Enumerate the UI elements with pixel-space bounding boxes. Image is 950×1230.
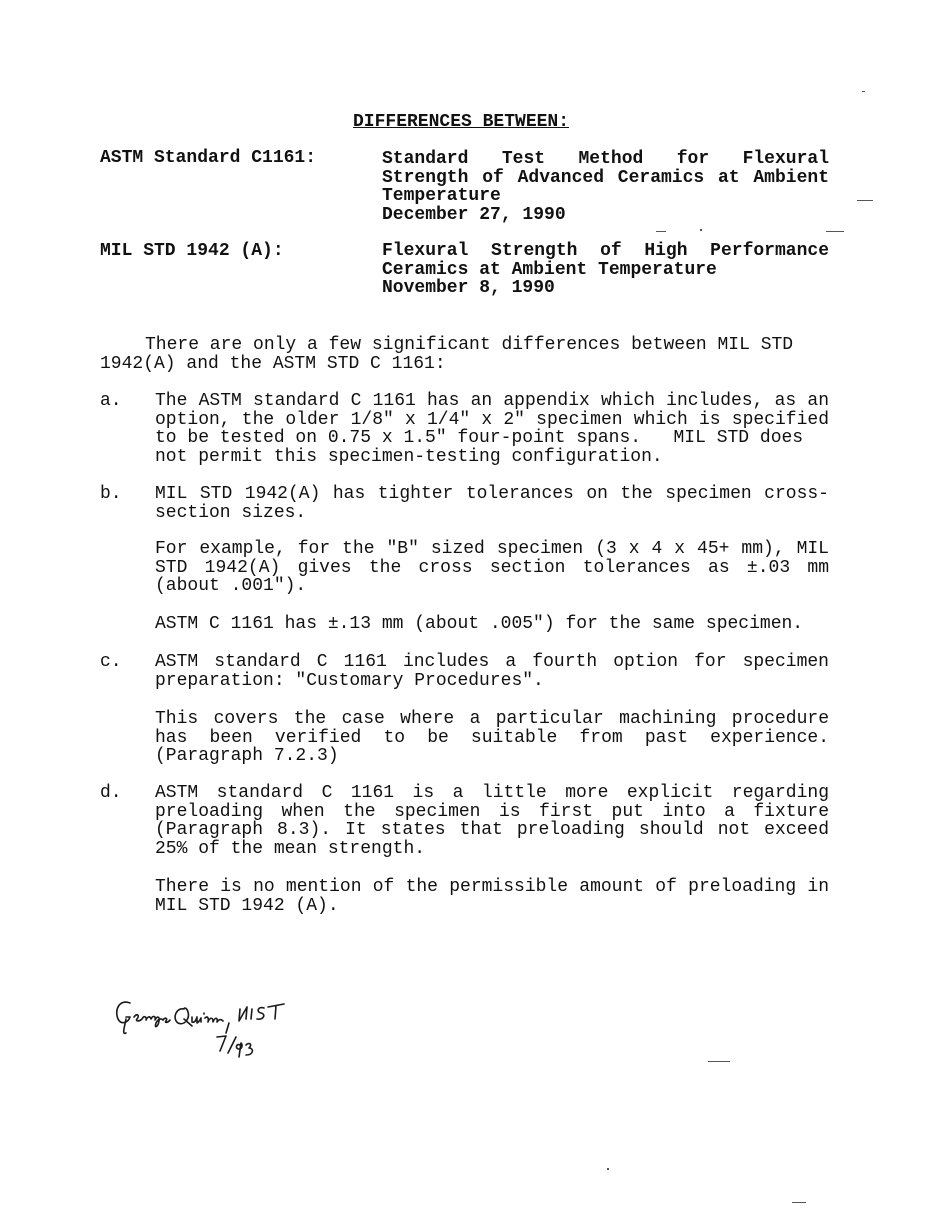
document-title: DIFFERENCES BETWEEN: bbox=[353, 112, 570, 132]
paragraph-line: section sizes. bbox=[155, 502, 307, 523]
item-marker-b: b. bbox=[100, 484, 122, 504]
item-c-paragraph-1 bbox=[155, 653, 829, 690]
paragraph-line: preparation: "Customary Procedures". bbox=[155, 670, 544, 691]
scan-speck bbox=[708, 1061, 730, 1062]
paragraph-line: to be tested on 0.75 x 1.5" four-point spans. MIL STD does bbox=[155, 428, 804, 448]
description-line: Strength of Advanced Ceramics at Ambient bbox=[382, 167, 829, 188]
paragraph-line: not permit this specimen-testing configuration. bbox=[155, 446, 663, 467]
description-date: December 27, 1990 bbox=[382, 204, 566, 225]
description-date: November 8, 1990 bbox=[382, 278, 555, 298]
item-d-paragraph-2 bbox=[155, 878, 829, 915]
paragraph-line: MIL STD 1942(A) has tighter tolerances on the specimen cross- bbox=[155, 484, 829, 504]
paragraph-line: There is no mention of the permissible amount of preloading in bbox=[155, 877, 829, 897]
scan-speck bbox=[700, 229, 702, 231]
paragraph-line: STD 1942(A) gives the cross section tolerances as ±.03 mm bbox=[155, 557, 829, 578]
paragraph-line: (about .001"). bbox=[155, 576, 307, 596]
scan-speck bbox=[792, 1202, 806, 1203]
scan-speck bbox=[862, 91, 865, 92]
paragraph-line: 25% of the mean strength. bbox=[155, 838, 426, 859]
standard-label-mil: MIL STD 1942 (A): bbox=[100, 241, 284, 261]
paragraph-line: has been verified to be suitable from past experience. bbox=[155, 727, 829, 748]
paragraph-line: For example, for the "B" sized specimen (3 x 4 x 45+ mm), MIL bbox=[155, 539, 829, 559]
paragraph-line: MIL STD 1942 (A). bbox=[155, 895, 339, 916]
scan-speck bbox=[656, 231, 666, 232]
item-marker-a: a. bbox=[100, 391, 122, 411]
intro-line: 1942(A) and the ASTM STD C 1161: bbox=[100, 353, 446, 374]
description-line: Temperature bbox=[382, 186, 501, 206]
item-b-paragraph-3 bbox=[155, 615, 829, 634]
description-line: Standard Test Method for Flexural bbox=[382, 149, 829, 169]
item-d-paragraph-1 bbox=[155, 784, 829, 858]
scan-speck bbox=[826, 231, 844, 232]
paragraph-line: (Paragraph 8.3). It states that preloading should not exceed bbox=[155, 820, 829, 840]
description-line: Ceramics at Ambient Temperature bbox=[382, 259, 717, 280]
item-b-paragraph-1 bbox=[155, 485, 829, 522]
scan-speck bbox=[857, 200, 873, 201]
paragraph-line: ASTM C 1161 has ±.13 mm (about .005") for the same specimen. bbox=[155, 614, 804, 634]
intro-paragraph bbox=[100, 336, 830, 373]
paragraph-line: option, the older 1/8" x 1/4" x 2" specimen which is specified bbox=[155, 409, 829, 430]
item-a-paragraph-1 bbox=[155, 392, 829, 466]
intro-line: There are only a few significant differences between MIL STD bbox=[145, 335, 794, 355]
item-c-paragraph-2 bbox=[155, 710, 829, 766]
paragraph-line: This covers the case where a particular machining procedure bbox=[155, 709, 829, 729]
paragraph-line: The ASTM standard C 1161 has an appendix which includes, as an bbox=[155, 391, 829, 411]
paragraph-line: preloading when the specimen is first put into a fixture bbox=[155, 801, 829, 822]
scan-speck bbox=[607, 1168, 609, 1170]
paragraph-line: (Paragraph 7.2.3) bbox=[155, 746, 339, 766]
standard-label-astm: ASTM Standard C1161: bbox=[100, 148, 317, 168]
paragraph-line: ASTM standard C 1161 includes a fourth option for specimen bbox=[155, 652, 829, 672]
description-line: Flexural Strength of High Performance bbox=[382, 241, 829, 261]
standard-description-astm bbox=[382, 150, 829, 224]
standard-description-mil bbox=[382, 242, 829, 298]
handwritten-signature bbox=[112, 995, 312, 1070]
item-marker-d: d. bbox=[100, 783, 122, 803]
item-marker-c: c. bbox=[100, 652, 122, 672]
paragraph-line: ASTM standard C 1161 is a little more explicit regarding bbox=[155, 783, 829, 803]
item-b-paragraph-2 bbox=[155, 540, 829, 596]
